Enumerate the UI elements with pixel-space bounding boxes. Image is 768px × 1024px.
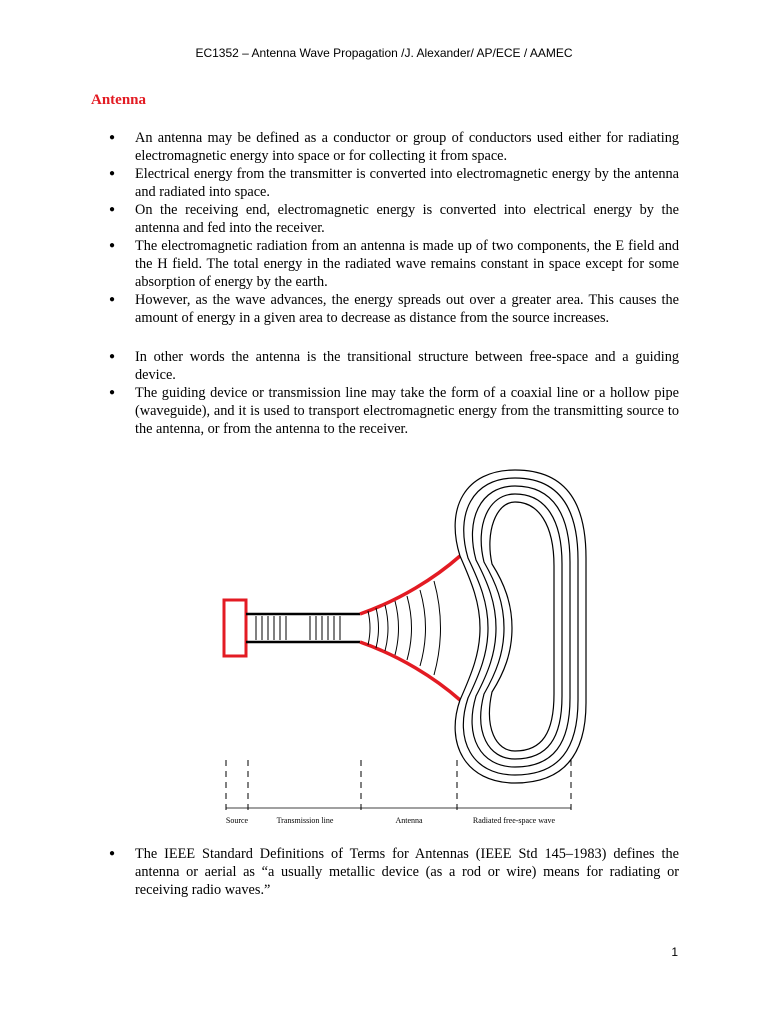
- bullet-icon: ●: [109, 387, 116, 398]
- list-item: [106, 291, 679, 327]
- bullet-list-transition: [106, 348, 679, 438]
- antenna-flare-top: [360, 556, 460, 614]
- radiated-wavefronts: [455, 470, 586, 783]
- list-item-text: In other words the antenna is the transitional structure between free-space and a guiding device.: [135, 349, 679, 383]
- source-box: [224, 600, 246, 656]
- label-source: Source: [225, 816, 249, 825]
- list-item: [106, 384, 679, 438]
- antenna-flare-bottom: [360, 642, 460, 700]
- list-item-text: Electrical energy from the transmitter is converted into electromagnetic energy by the antenna and radiated into space.: [135, 166, 679, 200]
- list-item-text: An antenna may be defined as a conductor or group of conductors used either for radiating electromagnetic energy into space or for collecting it from space.: [135, 130, 679, 164]
- antenna-diagram: [210, 468, 590, 830]
- bullet-icon: ●: [109, 240, 116, 251]
- bullet-list-ieee: [106, 845, 679, 899]
- label-radiated-wave: Radiated free-space wave: [472, 816, 556, 825]
- list-item-text: The electromagnetic radiation from an antenna is made up of two components, the E field and the H field. The total energy in the radiated wave remains constant in space except for some absorption of energy by the earth.: [135, 238, 679, 290]
- bullet-icon: ●: [109, 168, 116, 179]
- transmission-line-field-arrows: [256, 616, 340, 640]
- bullet-icon: ●: [109, 132, 116, 143]
- label-transmission-line: Transmission line: [276, 816, 334, 825]
- list-item-text: The IEEE Standard Definitions of Terms for Antennas (IEEE Std 145–1983) defines the antenna or aerial as “a usually metallic device (as a rod or wire) means for radiating or receiving radio waves.”: [135, 846, 679, 898]
- bullet-icon: ●: [109, 204, 116, 215]
- section-heading: Antenna: [91, 92, 147, 108]
- list-item-text: The guiding device or transmission line may take the form of a coaxial line or a hollow pipe (waveguide), and it is used to transport electromagnetic energy from the transmitting source to the antenna, or from the antenna to the receiver.: [135, 385, 679, 437]
- list-item: [106, 165, 679, 201]
- bullet-icon: ●: [109, 294, 116, 305]
- page-number: 1: [671, 945, 678, 959]
- list-item: [106, 201, 679, 237]
- region-boundaries: [226, 760, 571, 813]
- page-header: EC1352 – Antenna Wave Propagation /J. Alexander/ AP/ECE / AAMEC: [195, 46, 573, 60]
- bullet-icon: ●: [109, 848, 116, 859]
- list-item: [106, 129, 679, 165]
- bullet-icon: ●: [109, 351, 116, 362]
- list-item-text: However, as the wave advances, the energy spreads out over a greater area. This causes the amount of energy in a given area to decrease as distance from the source increases.: [135, 292, 679, 326]
- list-item: [106, 845, 679, 899]
- list-item-text: On the receiving end, electromagnetic energy is converted into electrical energy by the antenna and fed into the receiver.: [135, 202, 679, 236]
- list-item: [106, 237, 679, 291]
- list-item: [106, 348, 679, 384]
- bullet-list-intro: [106, 129, 679, 327]
- label-antenna: Antenna: [395, 816, 423, 825]
